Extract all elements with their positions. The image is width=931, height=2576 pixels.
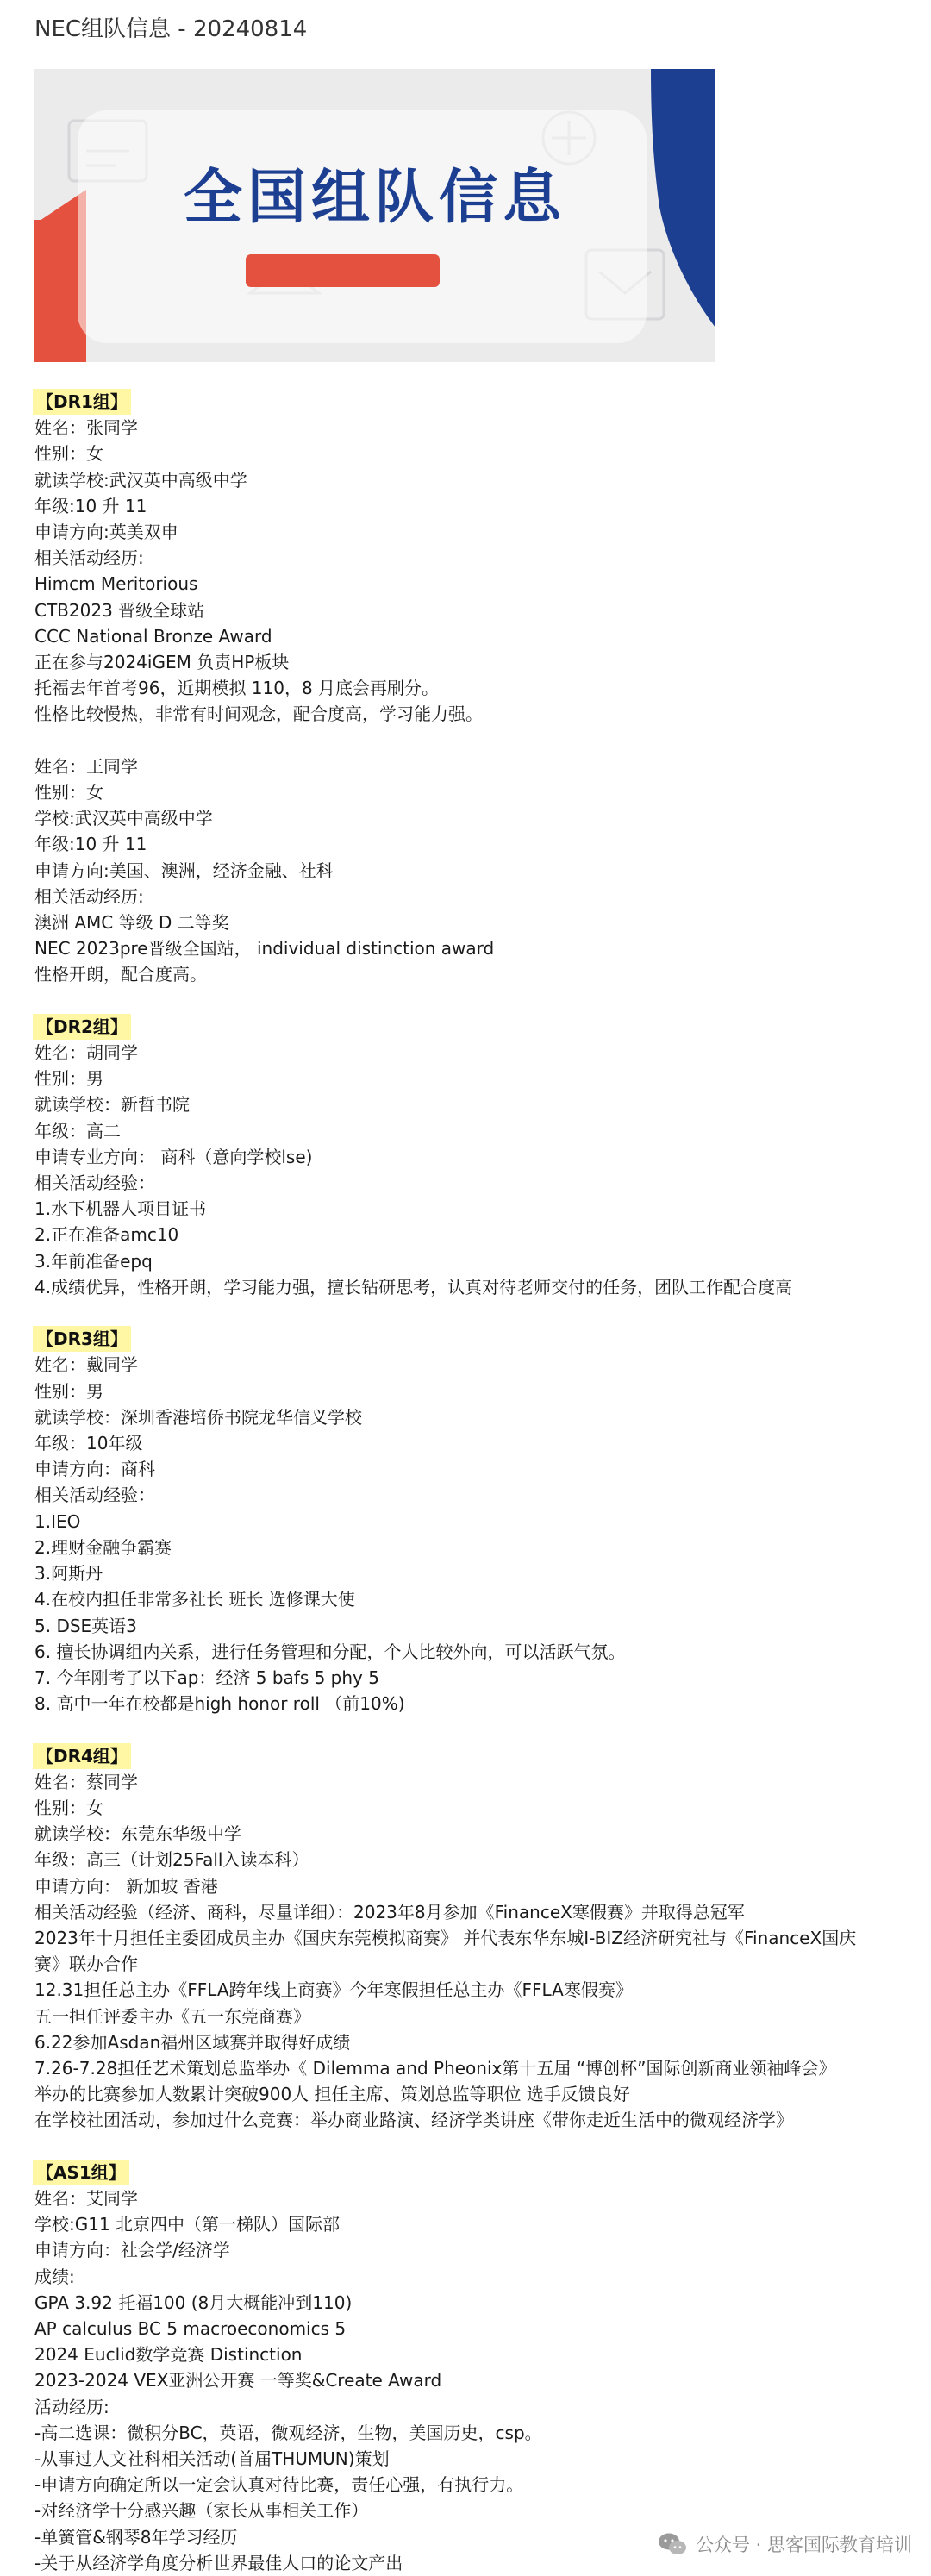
info-line: 学校:武汉英中高级中学 xyxy=(34,808,213,829)
info-line: 年级:10 升 11 xyxy=(34,495,147,516)
group-tag: 【DR2组】 xyxy=(33,1014,131,1040)
info-line: 性别：女 xyxy=(34,782,103,803)
info-line: 8. 高中一年在校都是high honor roll （前10%) xyxy=(34,1693,405,1715)
page-title: NEC组队信息 - 20240814 xyxy=(34,16,308,42)
info-line: 澳洲 AMC 等级 D 二等奖 xyxy=(34,912,229,934)
info-line: 申请方向:美国、澳洲，经济金融、社科 xyxy=(34,860,334,881)
info-line: 申请方向:英美双申 xyxy=(34,522,178,543)
group-tag: 【AS1组】 xyxy=(33,2160,129,2185)
info-line: 相关活动经验（经济、商科，尽量详细）：2023年8月参加《FinanceX寒假赛》并取得总冠军 xyxy=(34,1901,745,1923)
info-line: 姓名：戴同学 xyxy=(34,1354,138,1376)
info-line: -单簧管&钢琴8年学习经历 xyxy=(34,2526,238,2548)
info-line: 姓名：张同学 xyxy=(34,417,138,439)
info-line: 就读学校：深圳香港培侨书院龙华信义学校 xyxy=(34,1406,362,1428)
group-spacer xyxy=(34,1716,905,1742)
info-line: -关于从经济学角度分析世界最佳人口的论文产出 xyxy=(34,2552,403,2573)
info-line: 相关活动经验： xyxy=(34,1485,155,1506)
info-line xyxy=(34,728,905,753)
group-header xyxy=(34,1014,905,1040)
info-line: 2023年十月担任主委团成员主办《国庆东莞模拟商赛》 并代表东华东城I-BIZ经济研究社与《FinanceX国庆 xyxy=(34,1927,857,1948)
info-line: 学校:G11 北京四中（第一梯队）国际部 xyxy=(34,2214,341,2235)
info-line: CTB2023 晋级全球站 xyxy=(34,599,205,621)
info-line: 3.年前准备epq xyxy=(34,1250,153,1272)
info-line: 2.理财金融争霸赛 xyxy=(34,1536,172,1558)
info-line: 性别：男 xyxy=(34,1380,103,1402)
info-line: 年级：10年级 xyxy=(34,1433,143,1454)
info-line: 姓名：胡同学 xyxy=(34,1042,138,1064)
info-line: 12.31担任总主办《FFLA跨年线上商赛》今年寒假担任总主办《FFLA寒假赛》 xyxy=(34,1979,633,2001)
info-line: 性格开朗，配合度高。 xyxy=(34,964,207,985)
info-line: 7. 今年刚考了以下ap：经济 5 bafs 5 phy 5 xyxy=(34,1666,379,1688)
info-line: 姓名：蔡同学 xyxy=(34,1771,138,1792)
info-line: NEC 2023pre晋级全国站， individual distinction award xyxy=(34,938,495,960)
watermark xyxy=(658,2527,912,2561)
info-line: 在学校社团活动，参加过什么竞赛：举办商业路演、经济学类讲座《带你走近生活中的微观经济学》 xyxy=(34,2110,793,2131)
info-line: 性别：男 xyxy=(34,1068,103,1090)
info-line: 性别：女 xyxy=(34,443,103,465)
info-line: 性格比较慢热，非常有时间观念，配合度高，学习能力强。 xyxy=(34,703,483,725)
info-line: 申请方向： 新加坡 香港 xyxy=(34,1875,218,1897)
info-line: 赛》联办合作 xyxy=(34,1954,138,1975)
info-line: 6. 擅长协调组内关系，进行任务管理和分配，个人比较外向，可以活跃气氛。 xyxy=(34,1641,626,1662)
info-line: 4.成绩优异，性格开朗，学习能力强，擅长钻研思考，认真对待老师交付的任务，团队工作配合度高 xyxy=(34,1276,793,1297)
info-line: -高二选课：微积分BC，英语，微观经济，生物，美国历史，csp。 xyxy=(34,2422,542,2443)
info-line: 1.水下机器人项目证书 xyxy=(34,1198,207,1220)
info-line: -对经济学十分感兴趣（家长从事相关工作） xyxy=(34,2500,369,2522)
info-line: 年级：高二 xyxy=(34,1120,121,1141)
info-line: 相关活动经验： xyxy=(34,1172,155,1194)
group-header xyxy=(34,1326,905,1352)
info-line: 就读学校：东莞东华级中学 xyxy=(34,1823,241,1845)
info-line: 年级:10 升 11 xyxy=(34,834,147,855)
group-spacer xyxy=(34,988,905,1014)
info-line: 相关活动经历: xyxy=(34,885,144,907)
info-line: 4.在校内担任非常多社长 班长 选修课大使 xyxy=(34,1589,355,1610)
info-line: 就读学校:武汉英中高级中学 xyxy=(34,469,247,491)
info-line: 2024 Euclid数学竞赛 Distinction xyxy=(34,2344,303,2366)
info-line: Himcm Meritorious xyxy=(34,573,198,595)
info-line: 申请方向：商科 xyxy=(34,1459,155,1480)
info-line: 正在参与2024iGEM 负责HP板块 xyxy=(34,652,290,673)
group-header xyxy=(34,389,905,415)
info-line: 相关活动经历: xyxy=(34,547,144,569)
info-line: 申请专业方向： 商科（意向学校lse) xyxy=(34,1146,313,1167)
group-tag: 【DR4组】 xyxy=(33,1743,131,1769)
group-spacer xyxy=(34,2134,905,2160)
info-line: 五一担任评委主办《五一东莞商赛》 xyxy=(34,2005,310,2027)
group-tag: 【DR1组】 xyxy=(33,389,131,415)
info-line: 姓名：王同学 xyxy=(34,755,138,777)
group-tag: 【DR3组】 xyxy=(33,1326,131,1352)
info-line: 5. DSE英语3 xyxy=(34,1615,137,1636)
info-line: 2023-2024 VEX亚洲公开赛 一等奖&Create Award xyxy=(34,2370,442,2392)
team-info-content xyxy=(34,389,905,2576)
info-line: 申请方向：社会学/经济学 xyxy=(34,2240,230,2261)
info-line: 7.26-7.28担任艺术策划总监举办《 Dilemma and Pheonix第十五届 “博创杯”国际创新商业领袖峰会》 xyxy=(34,2057,836,2079)
info-line: 成绩: xyxy=(34,2266,75,2287)
group-header xyxy=(34,1743,905,1769)
info-line: -从事过人文社科相关活动(首届THUMUN)策划 xyxy=(34,2448,390,2469)
banner-title: 全国组队信息 xyxy=(183,164,566,232)
info-line: CCC National Bronze Award xyxy=(34,625,272,647)
info-line: 1.IEO xyxy=(34,1510,81,1532)
info-line: 托福去年首考96，近期模拟 110，8 月底会再刷分。 xyxy=(34,678,440,699)
banner-image xyxy=(34,69,715,362)
info-line: 性别：女 xyxy=(34,1797,103,1818)
info-line: AP calculus BC 5 macroeconomics 5 xyxy=(34,2317,347,2339)
info-line: -申请方向确定所以一定会认真对待比赛，责任心强，有执行力。 xyxy=(34,2474,524,2496)
info-line: GPA 3.92 托福100 (8月大概能冲到110) xyxy=(34,2292,353,2313)
info-line: 举办的比赛参加人数累计突破900人 担任主席、策划总监等职位 选手反馈良好 xyxy=(34,2084,630,2105)
info-line: 就读学校：新哲书院 xyxy=(34,1094,190,1116)
info-line: 2.正在准备amc10 xyxy=(34,1224,179,1246)
info-line: 姓名：艾同学 xyxy=(34,2187,138,2209)
group-spacer xyxy=(34,1300,905,1326)
watermark-text: 公众号 · 思客国际教育培训 xyxy=(695,2535,912,2555)
info-line: 活动经历: xyxy=(34,2396,109,2417)
group-header xyxy=(34,2160,905,2185)
wechat-icon xyxy=(658,2532,687,2556)
info-line: 3.阿斯丹 xyxy=(34,1563,103,1585)
info-line: 6.22参加Asdan福州区域赛并取得好成绩 xyxy=(34,2031,351,2053)
info-line: 年级：高三（计划25Fall入读本科） xyxy=(34,1849,309,1871)
